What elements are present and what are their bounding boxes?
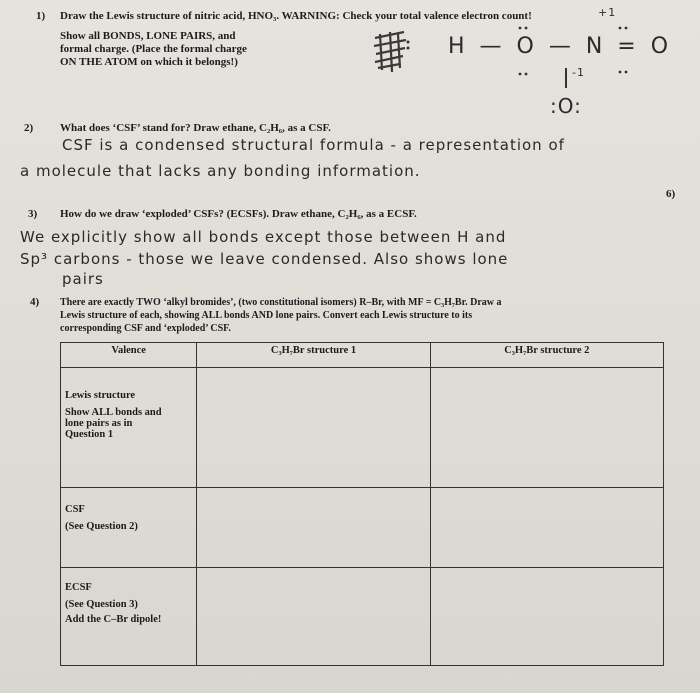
question-4-title-line-1: There are exactly TWO ‘alkyl bromides’, (two constitutional isomers) R–Br, with MF = C₃H₇Br. Draw a [60,297,502,308]
table-row-lewis [61,368,664,488]
row-label-lewis [61,368,197,488]
header-structure-1: C₃H₇Br structure 1 [197,343,430,368]
question-4-title-line-2: Lewis structure of each, showing ALL bonds AND lone pairs. Convert each Lewis structure to its [60,310,473,321]
row-label-line: Lewis structure [65,390,136,401]
question-3-title: How do we draw ‘exploded’ CSFs? (ECSFs). Draw ethane, C₂H₆, as a ECSF. [60,208,417,220]
lewis-structure-hno3: H — O — N = O [448,34,673,59]
answer-cell-csf-2[interactable] [430,488,663,568]
answer-cell-ecsf-2[interactable] [430,568,663,666]
scribble-mark [370,28,410,74]
question-2-answer-line-1: CSF is a condensed structural formula - a representation of [62,136,565,154]
row-label-line: (See Question 2) [65,521,138,532]
formal-charge-minus: -1 [572,66,585,79]
bottom-oxygen: :O: [550,94,582,118]
row-label-csf [61,488,197,568]
formal-charge-plus: +1 [598,6,617,19]
question-4-number: 4) [30,296,40,308]
question-1-instruction-3: ON THE ATOM on which it belongs!) [60,56,238,68]
header-valence: Valence [61,343,197,368]
table-row-ecsf [61,568,664,666]
header-structure-2: C₃H₇Br structure 2 [430,343,663,368]
question-3-answer-line-3: pairs [62,270,104,288]
row-label-line: Show ALL bonds and [65,407,162,418]
row-label-line: CSF [65,504,85,515]
structure-table [60,342,664,666]
question-3-answer-line-2: Sp³ carbons - those we leave condensed. Also shows lone [20,250,509,268]
question-2-title: What does ‘CSF’ stand for? Draw ethane, C₂H₆, as a CSF. [60,122,331,134]
answer-cell-lewis-2[interactable] [430,368,663,488]
row-label-line: Question 1 [65,429,114,440]
row-label-line: lone pairs as in [65,418,133,429]
row-label-ecsf [61,568,197,666]
question-1-number: 1) [36,10,46,22]
row-label-line: Add the C–Br dipole! [65,614,162,625]
margin-mark: 6) [666,188,676,200]
answer-cell-csf-1[interactable] [197,488,430,568]
answer-cell-lewis-1[interactable] [197,368,430,488]
answer-cell-ecsf-1[interactable] [197,568,430,666]
question-1-instruction-1: Show all BONDS, LONE PAIRS, and [60,30,236,42]
question-1-instruction-2: formal charge. (Place the formal charge [60,43,247,55]
question-2-number: 2) [24,122,34,134]
question-2-answer-line-2: a molecule that lacks any bonding information. [20,162,421,180]
question-4-title-line-3: corresponding CSF and ‘exploded’ CSF. [60,323,231,334]
row-label-line: ECSF [65,582,92,593]
question-1-title: Draw the Lewis structure of nitric acid, HNO₃. WARNING: Check your total valence electron count! [60,10,532,22]
row-label-line: (See Question 3) [65,599,138,610]
question-3-answer-line-1: We explicitly show all bonds except those between H and [20,228,507,246]
question-3-number: 3) [28,208,38,220]
table-header-row [61,343,664,368]
table-row-csf [61,488,664,568]
